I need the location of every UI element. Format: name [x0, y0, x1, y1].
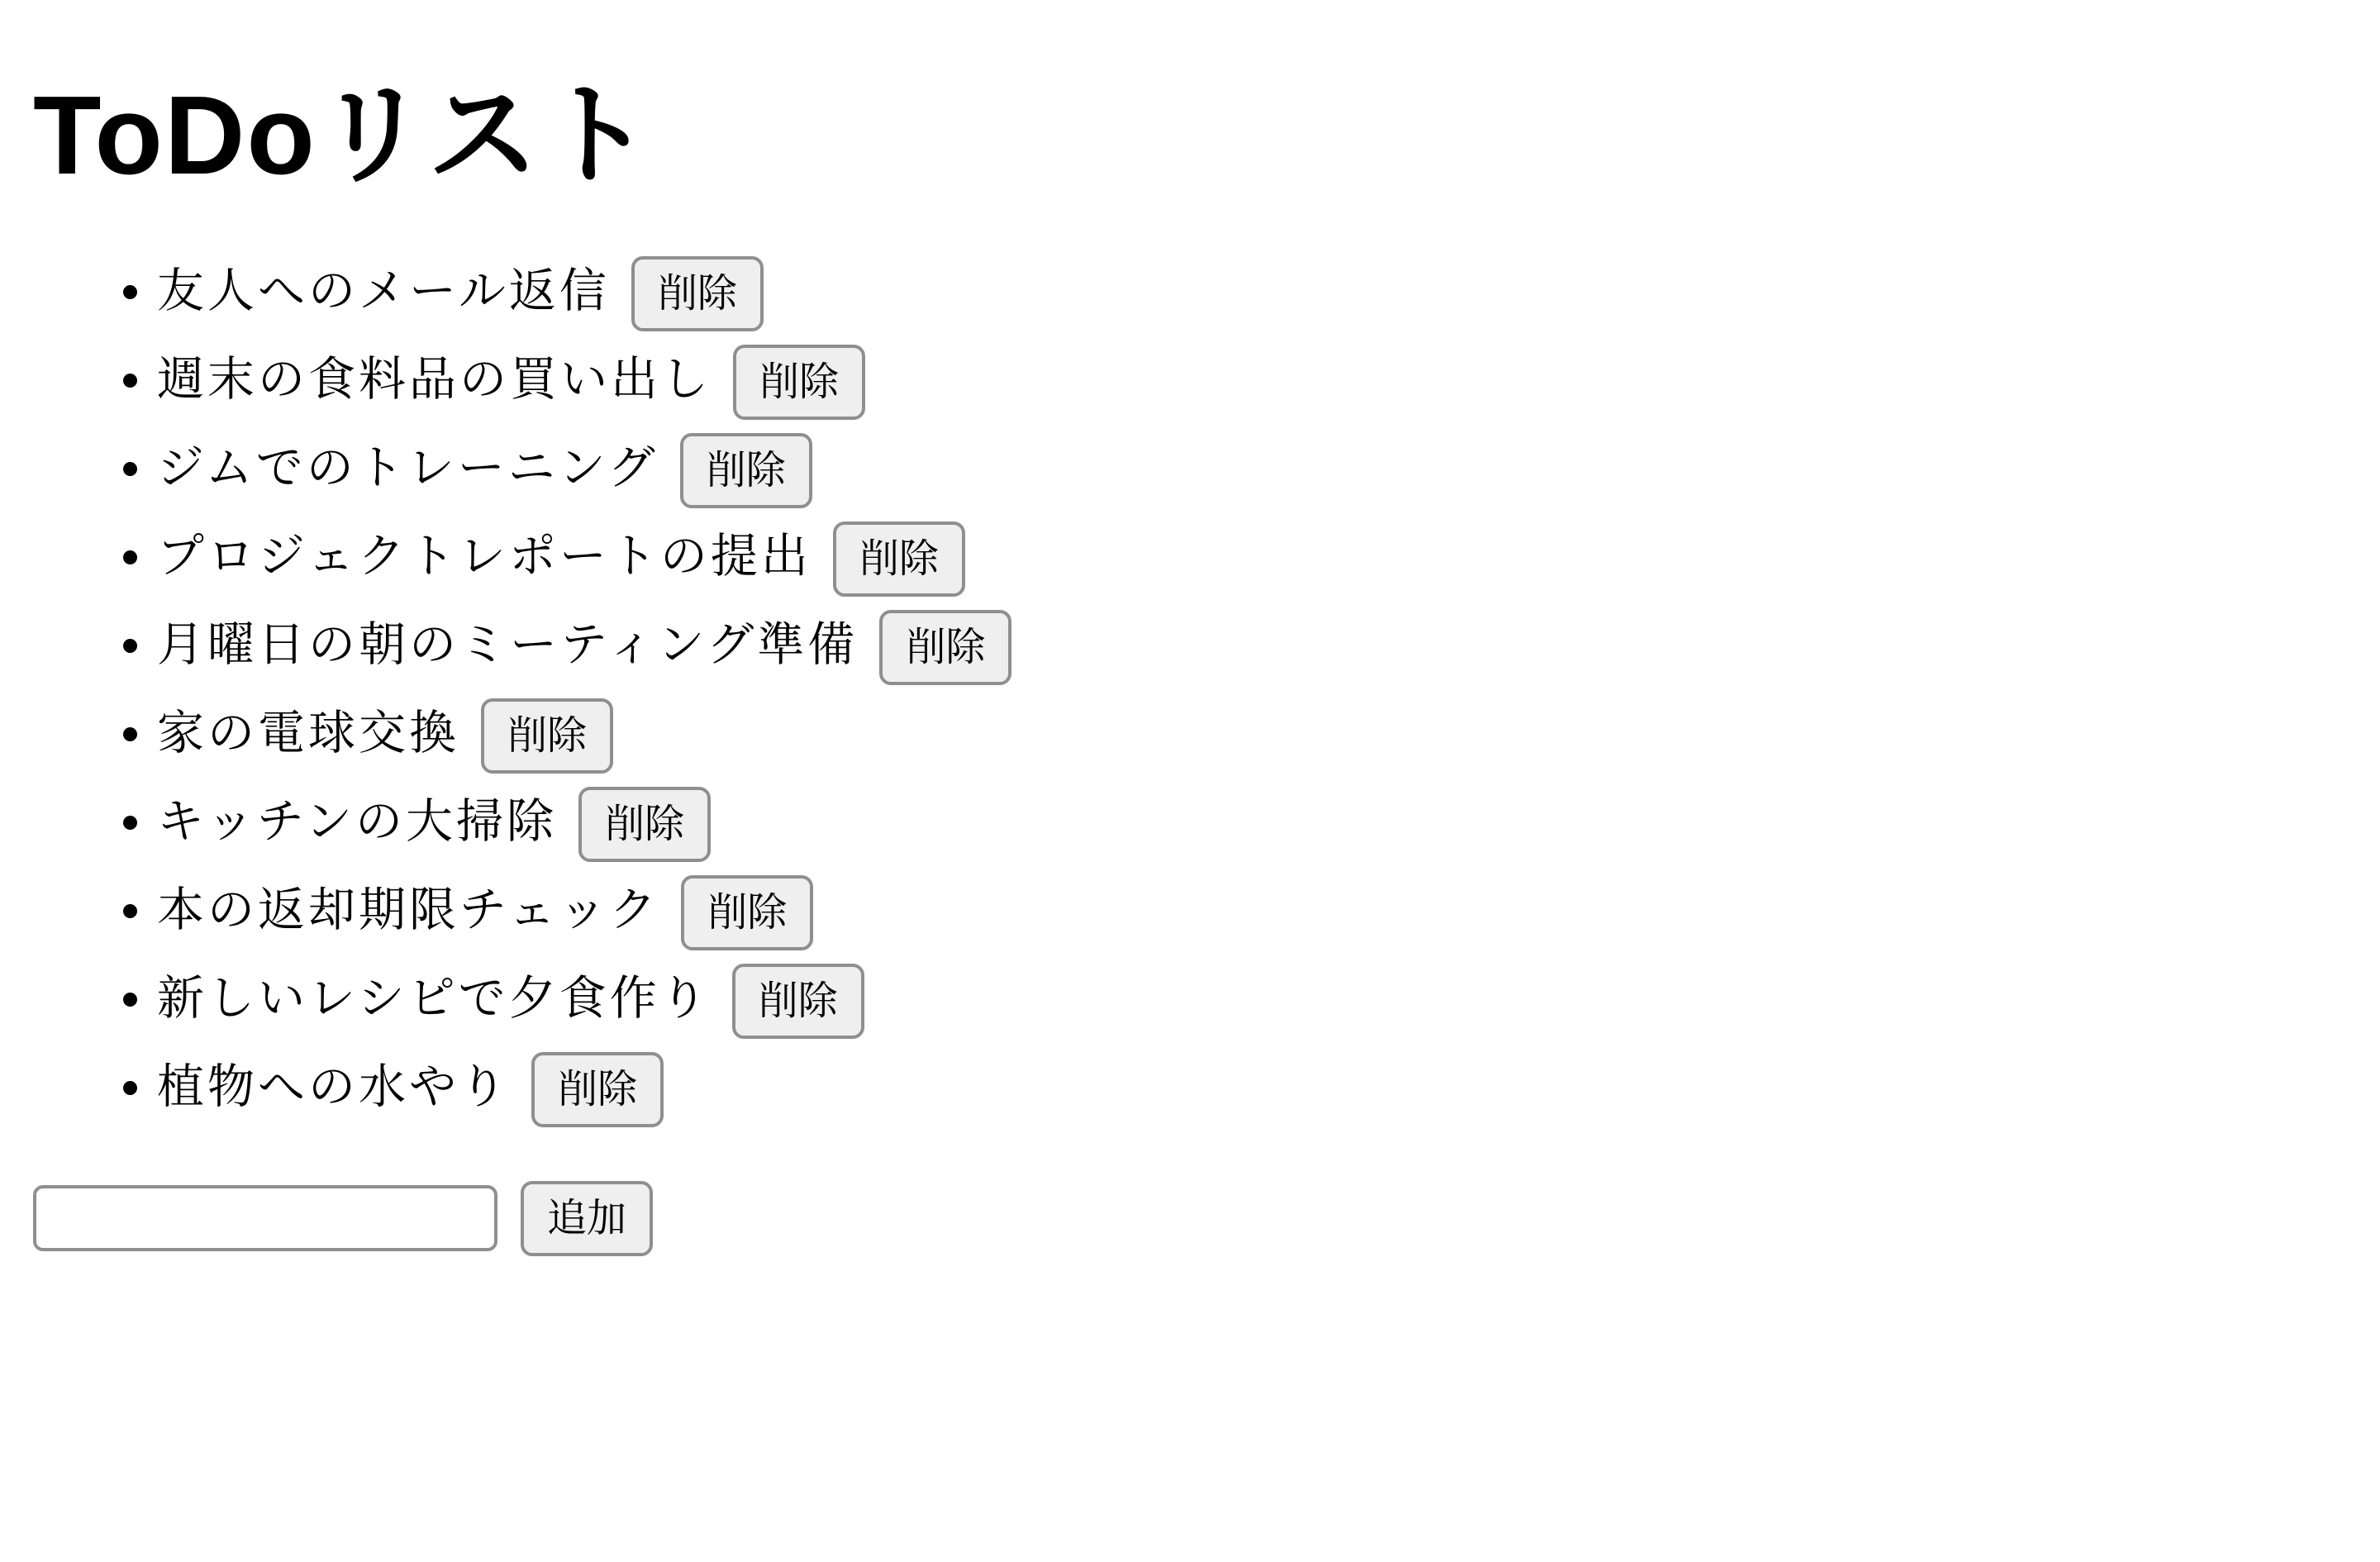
delete-button[interactable]: 削除	[631, 256, 764, 331]
todo-item	[157, 424, 2380, 512]
todo-item	[157, 336, 2380, 424]
todo-item-label: 友人へのメール返信	[157, 264, 610, 317]
todo-item	[157, 689, 2380, 778]
todo-item	[157, 1043, 2380, 1131]
todo-item-label: 新しいレシピで夕食作り	[157, 971, 711, 1025]
delete-button[interactable]: 削除	[681, 875, 813, 950]
todo-item	[157, 866, 2380, 955]
page-title: ToDoリスト	[33, 73, 654, 198]
add-task-row	[33, 1181, 2380, 1256]
todo-list	[33, 247, 2380, 1131]
delete-button[interactable]: 削除	[531, 1052, 664, 1127]
delete-button[interactable]: 削除	[481, 698, 613, 774]
todo-item	[157, 247, 2380, 336]
todo-item	[157, 778, 2380, 866]
add-button[interactable]: 追加	[521, 1181, 653, 1256]
todo-item-label: 植物への水やり	[157, 1060, 510, 1113]
todo-item-label: 週末の食料品の買い出し	[157, 352, 712, 406]
delete-button[interactable]: 削除	[879, 610, 1011, 685]
new-task-input[interactable]	[33, 1185, 497, 1251]
delete-button[interactable]: 削除	[680, 433, 812, 508]
todo-item-label: 月曜日の朝のミーティング準備	[157, 617, 859, 671]
todo-item-label: キッチンの大掃除	[157, 794, 558, 848]
todo-item-label: ジムでのトレーニング	[157, 441, 659, 494]
todo-item	[157, 955, 2380, 1043]
delete-button[interactable]: 削除	[733, 345, 865, 420]
todo-item-label: プロジェクトレポートの提出	[157, 529, 812, 583]
todo-item	[157, 601, 2380, 689]
todo-item	[157, 512, 2380, 601]
delete-button[interactable]: 削除	[732, 964, 864, 1039]
todo-item-label: 家の電球交換	[157, 706, 459, 760]
todo-item-label: 本の返却期限チェック	[157, 883, 660, 936]
delete-button[interactable]: 削除	[578, 787, 711, 862]
delete-button[interactable]: 削除	[833, 521, 965, 597]
